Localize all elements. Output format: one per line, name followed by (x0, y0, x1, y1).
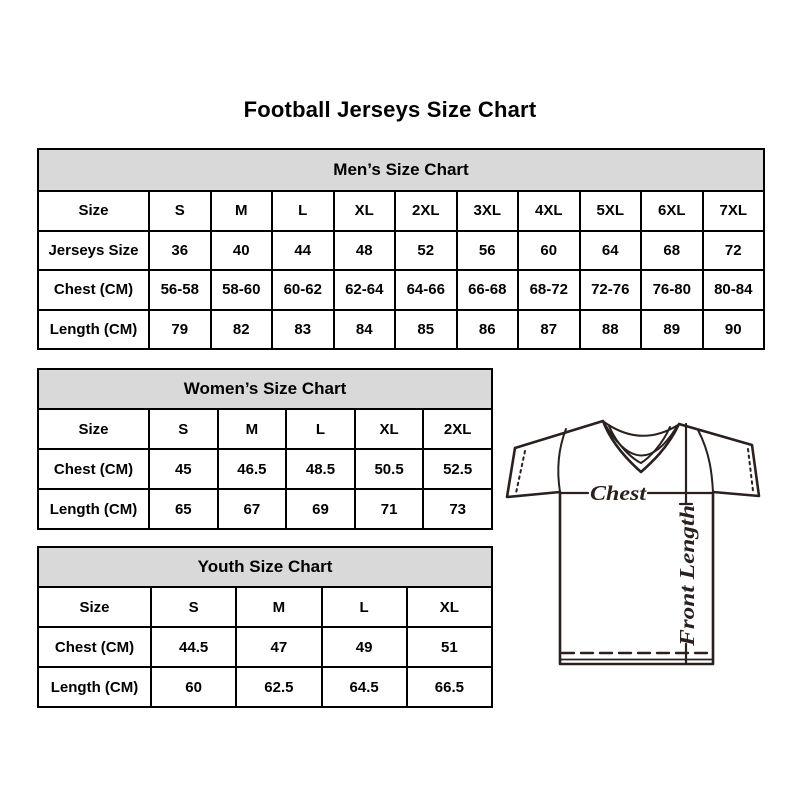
size-cell: 52.5 (423, 449, 492, 489)
size-cell: 51 (407, 627, 492, 667)
row-label: Size (38, 587, 151, 627)
size-cell: 71 (355, 489, 424, 529)
table-row (38, 409, 492, 449)
size-cell: L (286, 409, 355, 449)
table-title: Men’s Size Chart (38, 149, 764, 191)
row-label: Size (38, 409, 149, 449)
size-cell: 56-58 (149, 270, 211, 310)
row-label: Chest (CM) (38, 449, 149, 489)
size-cell: 36 (149, 231, 211, 271)
size-cell: 48 (334, 231, 396, 271)
table-header-row (38, 149, 764, 191)
size-cell: XL (407, 587, 492, 627)
size-cell: 62.5 (236, 667, 321, 707)
size-cell: 2XL (395, 191, 457, 231)
size-cell: 60 (518, 231, 580, 271)
row-label: Length (CM) (38, 489, 149, 529)
size-cell: 45 (149, 449, 218, 489)
table-row (38, 449, 492, 489)
size-cell: 66.5 (407, 667, 492, 707)
size-cell: 6XL (641, 191, 703, 231)
size-cell: 82 (211, 310, 273, 350)
size-cell: L (272, 191, 334, 231)
size-cell: 68-72 (518, 270, 580, 310)
row-label: Length (CM) (38, 667, 151, 707)
size-cell: 48.5 (286, 449, 355, 489)
size-cell: XL (355, 409, 424, 449)
mens-size-table (37, 148, 765, 350)
table-row (38, 489, 492, 529)
size-cell: 79 (149, 310, 211, 350)
size-cell: 68 (641, 231, 703, 271)
size-cell: 40 (211, 231, 273, 271)
size-cell: 83 (272, 310, 334, 350)
size-cell: 56 (457, 231, 519, 271)
youth-size-table (37, 546, 493, 708)
size-cell: 46.5 (218, 449, 287, 489)
size-cell: S (151, 587, 236, 627)
size-cell: XL (334, 191, 396, 231)
size-cell: 87 (518, 310, 580, 350)
row-label: Jerseys Size (38, 231, 149, 271)
size-cell: 66-68 (457, 270, 519, 310)
table-row (38, 191, 764, 231)
size-cell: 86 (457, 310, 519, 350)
size-cell: 90 (703, 310, 765, 350)
front-length-label: Front Length (675, 528, 699, 646)
size-cell: 65 (149, 489, 218, 529)
table-row (38, 667, 492, 707)
size-cell: 47 (236, 627, 321, 667)
size-cell: 44 (272, 231, 334, 271)
size-cell: 72-76 (580, 270, 642, 310)
chest-label: Chest (590, 481, 648, 505)
page-title: Football Jerseys Size Chart (243, 97, 537, 122)
size-cell: 64.5 (322, 667, 407, 707)
size-cell: 44.5 (151, 627, 236, 667)
size-cell: S (149, 191, 211, 231)
size-cell: 2XL (423, 409, 492, 449)
size-cell: 64-66 (395, 270, 457, 310)
size-cell: 7XL (703, 191, 765, 231)
size-cell: 50.5 (355, 449, 424, 489)
size-cell: 67 (218, 489, 287, 529)
size-cell: 60-62 (272, 270, 334, 310)
row-label: Chest (CM) (38, 627, 151, 667)
size-cell: S (149, 409, 218, 449)
table-row (38, 310, 764, 350)
womens-size-table (37, 368, 493, 530)
size-cell: 62-64 (334, 270, 396, 310)
row-label: Size (38, 191, 149, 231)
table-header-row (38, 369, 492, 409)
size-cell: 64 (580, 231, 642, 271)
table-row (38, 270, 764, 310)
size-cell: 58-60 (211, 270, 273, 310)
size-cell: 85 (395, 310, 457, 350)
table-row (38, 231, 764, 271)
table-title: Youth Size Chart (38, 547, 492, 587)
size-cell: 84 (334, 310, 396, 350)
size-cell: 4XL (518, 191, 580, 231)
row-label: Length (CM) (38, 310, 149, 350)
size-cell: 73 (423, 489, 492, 529)
size-cell: L (322, 587, 407, 627)
size-cell: 80-84 (703, 270, 765, 310)
row-label: Chest (CM) (38, 270, 149, 310)
table-row (38, 587, 492, 627)
size-cell: M (236, 587, 321, 627)
table-title: Women’s Size Chart (38, 369, 492, 409)
size-cell: 72 (703, 231, 765, 271)
size-cell: 88 (580, 310, 642, 350)
size-cell: 5XL (580, 191, 642, 231)
table-header-row (38, 547, 492, 587)
size-cell: M (211, 191, 273, 231)
size-cell: 52 (395, 231, 457, 271)
jersey-measurement-diagram (500, 400, 778, 675)
size-cell: 89 (641, 310, 703, 350)
size-cell: M (218, 409, 287, 449)
size-cell: 76-80 (641, 270, 703, 310)
size-cell: 69 (286, 489, 355, 529)
size-cell: 3XL (457, 191, 519, 231)
size-cell: 60 (151, 667, 236, 707)
table-row (38, 627, 492, 667)
size-cell: 49 (322, 627, 407, 667)
